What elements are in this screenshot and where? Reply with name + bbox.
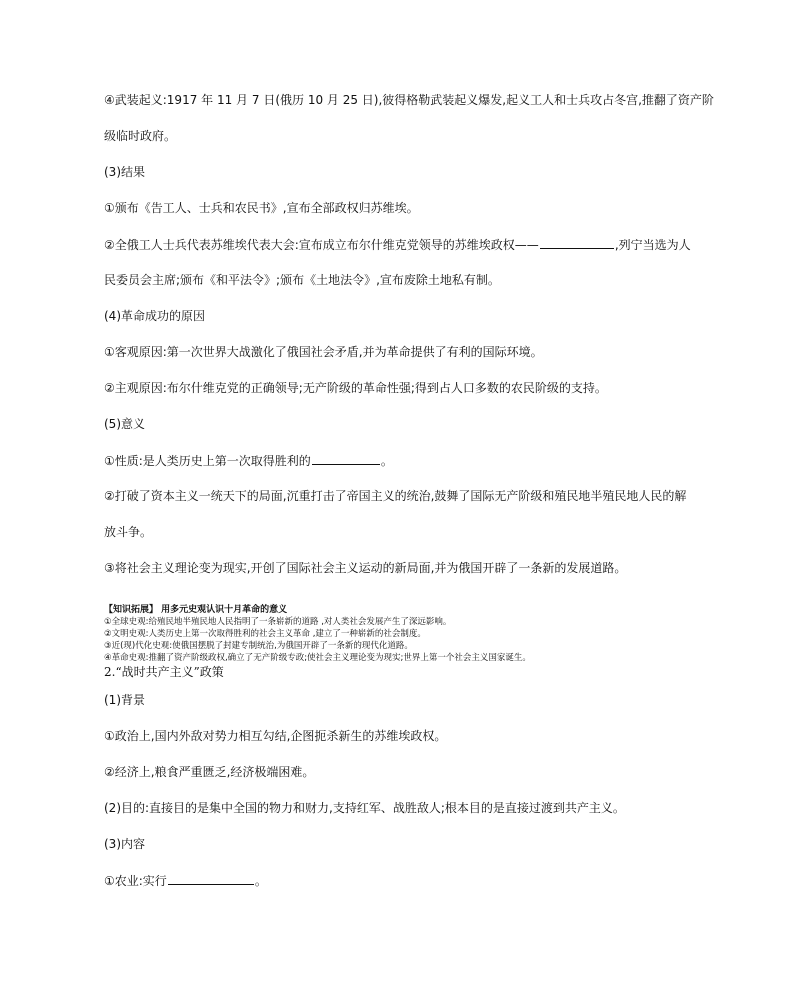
paragraph-economic: ②经济上,粮食严重匮乏,经济极端困难。 [104, 765, 315, 779]
heading-result: (3)结果 [104, 165, 145, 179]
paragraph-impact: ②打破了资本主义一统天下的局面,沉重打击了帝国主义的统治,鼓舞了国际无产阶级和殖民地半殖民地人民的解 [104, 489, 687, 503]
nature-text: ①性质:是人类历史上第一次取得胜利的 [104, 454, 311, 468]
paragraph-political: ①政治上,国内外敌对势力相互勾结,企图扼杀新生的苏维埃政权。 [104, 729, 447, 743]
congress-text: ②全俄工人士兵代表苏维埃代表大会:宣布成立布尔什维克党领导的苏维埃政权—— [104, 238, 539, 252]
paragraph-purpose: (2)目的:直接目的是集中全国的物力和财力,支持红军、战胜敌人;根本目的是直接过渡到共产主义。 [104, 801, 625, 815]
paragraph-theory-practice: ③将社会主义理论变为现实,开创了国际社会主义运动的新局面,并为俄国开辟了一条新的发展道路。 [104, 561, 627, 575]
heading-success-reasons: (4)革命成功的原因 [104, 309, 205, 323]
knowledge-item: ④革命史观:推翻了资产阶级政权,确立了无产阶级专政;使社会主义理论变为现实;世界上第一个社会主义国家诞生。 [104, 653, 531, 663]
paragraph-impact-cont: 放斗争。 [104, 525, 153, 539]
heading-significance: (5)意义 [104, 417, 145, 431]
heading-content: (3)内容 [104, 837, 145, 851]
paragraph-armed-uprising-cont: 级临时政府。 [104, 129, 177, 143]
paragraph-nature [104, 452, 704, 469]
agriculture-text-end: 。 [254, 874, 267, 888]
paragraph-congress [104, 236, 704, 253]
knowledge-item: ③近(现)代化史观:使俄国摆脱了封建专制统治,为俄国开辟了一条新的现代化道路。 [104, 641, 413, 651]
paragraph-decree: ①颁布《告工人、士兵和农民书》,宣布全部政权归苏维埃。 [104, 201, 419, 215]
congress-text-end: ,列宁当选为人 [614, 238, 691, 252]
paragraph-objective-reason: ①客观原因:第一次世界大战激化了俄国社会矛盾,并为革命提供了有利的国际环境。 [104, 345, 543, 359]
knowledge-item: ②文明史观:人类历史上第一次取得胜利的社会主义革命 ,建立了一种崭新的社会制度。 [104, 629, 426, 639]
agriculture-text: ①农业:实行 [104, 874, 167, 888]
paragraph-agriculture [104, 872, 704, 889]
knowledge-item: ①全球史观:给殖民地半殖民地人民指明了一条崭新的道路 ,对人类社会发展产生了深远影响。 [104, 617, 452, 627]
nature-text-end: 。 [380, 454, 393, 468]
knowledge-box-heading: 【知识拓展】 用多元史观认识十月革命的意义 [104, 605, 288, 615]
knowledge-extension-box [104, 604, 704, 664]
paragraph-congress-cont: 民委员会主席;颁布《和平法令》;颁布《土地法令》,宣布废除土地私有制。 [104, 273, 500, 287]
fill-blank-2[interactable] [312, 452, 380, 465]
heading-background: (1)背景 [104, 693, 145, 707]
fill-blank-1[interactable] [540, 236, 614, 249]
paragraph-subjective-reason: ②主观原因:布尔什维克党的正确领导;无产阶级的革命性强;得到占人口多数的农民阶级的支持。 [104, 381, 607, 395]
fill-blank-3[interactable] [168, 872, 254, 885]
section-title-war-communism: 2.“战时共产主义”政策 [104, 665, 224, 679]
paragraph-armed-uprising: ④武装起义:1917 年 11 月 7 日(俄历 10 月 25 日),彼得格勒武装起义爆发,起义工人和士兵攻占冬宫,推翻了资产阶 [104, 93, 714, 107]
